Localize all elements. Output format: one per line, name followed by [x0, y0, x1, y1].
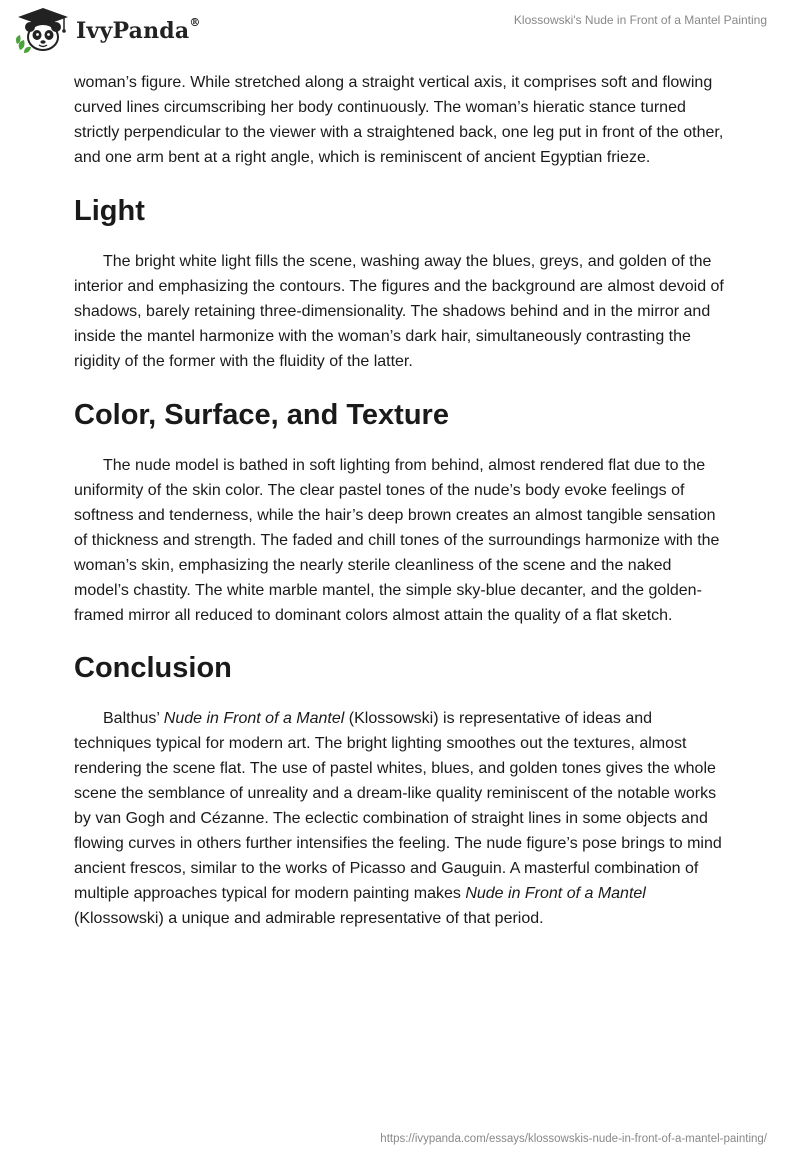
document-title: Klossowski's Nude in Front of a Mantel Painting [513, 13, 767, 27]
conclusion-text-end: (Klossowski) a unique and admirable representative of that period. [74, 910, 544, 927]
page-header [0, 0, 800, 64]
color-paragraph: The nude model is bathed in soft lighting from behind, almost rendered flat due to the uniformity of the skin color. The clear pastel tones of the nude’s body evoke feelings of softness and tenderness, while the hair’s deep brown creates an almost tangible sensation of thickness and strength. The faded and chill tones of the surroundings harmonize with the woman’s skin, emphasizing the nearly sterile cleanliness of the scene and the naked model’s chastity. The white marble mantel, the simple sky-blue decanter, and the golden-framed mirror all reduced to dominant colors almost attain the quality of a flat sketch. [74, 457, 720, 624]
conclusion-text-start: Balthus’ [103, 710, 164, 727]
panda-graduate-icon [14, 6, 72, 56]
section-heading-light: Light [74, 195, 145, 227]
logo-wordmark: IvyPanda® [76, 16, 201, 44]
light-paragraph: The bright white light fills the scene, washing away the blues, greys, and golden of the interior and emphasizing the contours. The figures and the background are almost devoid of shadows, barely retaining three-dimensionality. The shadows behind and in the mirror and inside the mantel harmonize with the woman’s dark hair, simultaneously contrasting the rigidity of the former with the fluidity of the latter. [74, 253, 724, 370]
conclusion-text-middle: (Klossowski) is representative of ideas and techniques typical for modern art. The bright lighting smoothes out the textures, almost rendering the scene flat. The use of pastel whites, blues, and golden tones gives the whole scene the semblance of unreality and a dream-like quality reminiscent of the notable works by van Gogh and Cézanne. The eclectic combination of straight lines in some objects and flowing curves in others further intensifies the feeling. The nude figure’s pose brings to mind ancient frescos, similar to the works of Picasso and Gauguin. A masterful combination of multiple approaches typical for modern painting makes [74, 710, 722, 902]
source-url[interactable]: https://ivypanda.com/essays/klossowskis-nude-in-front-of-a-mantel-painting/ [380, 1133, 767, 1145]
artwork-title: Nude in Front of a Mantel [163, 710, 345, 727]
artwork-title: Nude in Front of a Mantel [465, 885, 646, 902]
ivypanda-logo[interactable] [14, 6, 201, 56]
registered-mark: ® [189, 16, 201, 29]
essay-body [74, 70, 726, 931]
section-heading-conclusion: Conclusion [74, 652, 232, 684]
section-heading-color: Color, Surface, and Texture [74, 399, 449, 431]
intro-paragraph: woman’s figure. While stretched along a straight vertical axis, it comprises soft and flowing curved lines circumscribing her body continuously. The woman’s hieratic stance turned strictly perpendicular to the viewer with a straightened back, one leg put in front of the other, and one arm bent at a right angle, which is reminiscent of ancient Egyptian frieze. [74, 74, 724, 166]
conclusion-paragraph [74, 706, 726, 931]
